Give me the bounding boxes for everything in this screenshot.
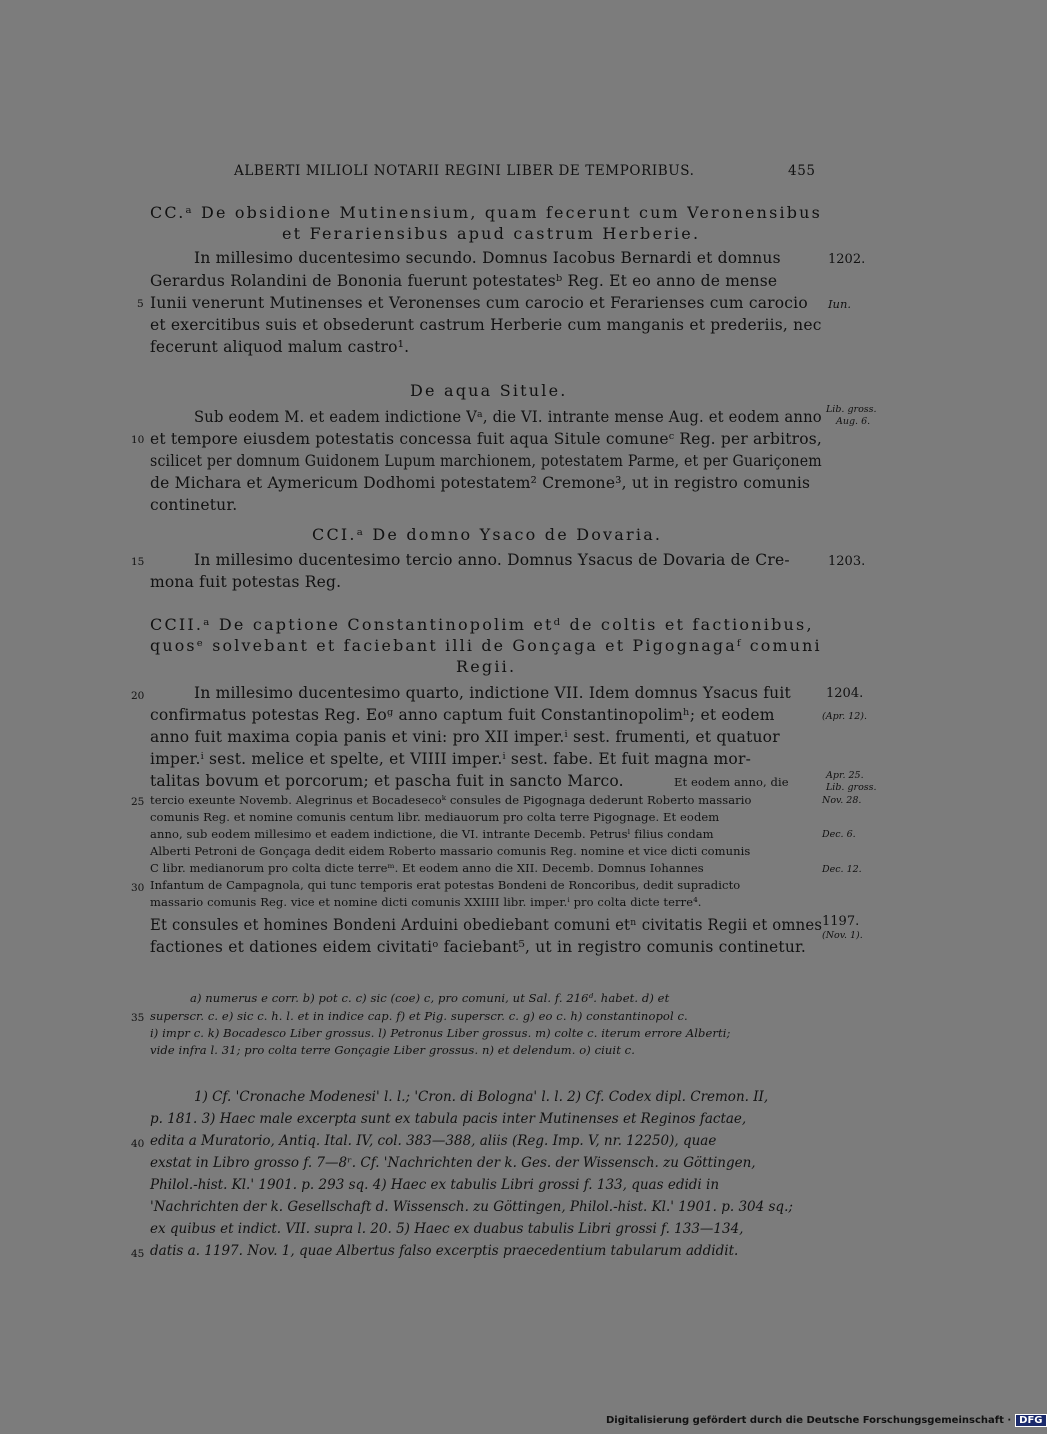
footnote-line: exstat in Libro grosso f. 7—8ʳ. Cf. 'Nachrichten der k. Ges. der Wissensch. zu Göttingen,	[150, 1155, 756, 1171]
margin-year: 1203.	[828, 554, 866, 569]
text-line: et tempore eiusdem potestatis concessa fuit aqua Situle comuneᶜ Reg. per arbitros,	[150, 430, 822, 448]
margin-source-text: Lib. gross.	[826, 782, 877, 793]
text-line: anno fuit maxima copia panis et vini: pro XII imper.ⁱ sest. frumenti, et quatuor	[150, 728, 780, 746]
footnote-line: ex quibus et indict. VII. supra l. 20. 5) Haec ex duabus tabulis Libri grossi f. 133—134,	[150, 1221, 744, 1237]
apparatus-line: superscr. c. e) sic c. h. l. et in indice cap. f) et Pig. superscr. c. g) eo c. h) constantinopol c.	[150, 1009, 688, 1023]
margin-year: 1204.	[826, 686, 864, 701]
margin-date	[822, 829, 856, 840]
margin-date	[828, 297, 851, 311]
text-line-small: massario comunis Reg. vice et nomine dicti comunis XXIIII libr. imper.ⁱ pro colta dicte terre⁴.	[150, 895, 702, 909]
margin-source-text: Lib. gross.	[826, 404, 877, 415]
footnote-line: 1) Cf. 'Cronache Modenesi' l. l.; 'Cron. di Bologna' l. l. 2) Cf. Codex dipl. Cremon. II,	[194, 1089, 769, 1105]
section-heading: CCII.ᵃ De captione Constantinopolim etᵈ de coltis et factionibus,	[150, 615, 814, 634]
section-heading: Regii.	[456, 657, 517, 676]
line-number: 40	[131, 1138, 145, 1150]
footnote-line: Philol.-hist. Kl.' 1901. p. 293 sq. 4) Haec ex tabulis Libri grossi f. 133, quas edidi in	[150, 1177, 720, 1193]
text-line: In millesimo ducentesimo tercio anno. Domnus Ysacus de Dovaria de Cre-	[194, 551, 790, 569]
dfg-logo: DFG	[1015, 1414, 1046, 1427]
margin-year: 1197.	[822, 914, 860, 929]
apparatus-line: vide infra l. 31; pro colta terre Gonçagie Liber grossus. n) et delendum. o) ciuit c.	[150, 1043, 635, 1057]
text-line: scilicet per domnum Guidonem Lupum marchionem, potestatem Parme, et per Guariçonem	[150, 452, 822, 470]
margin-year: 1202.	[828, 252, 866, 267]
line-number: 45	[131, 1248, 145, 1260]
text-line-small: comunis Reg. et nomine comunis centum libr. mediauorum pro colta terre Pigognage. Et eodem	[150, 810, 720, 824]
text-line: Gerardus Rolandini de Bononia fuerunt potestatesᵇ Reg. Et eo anno de mense	[150, 272, 778, 290]
text-line-small: anno, sub eodem millesimo et eadem indictione, die VI. intrante Decemb. Petrusˡ filius condam	[150, 827, 714, 841]
footnote-line: p. 181. 3) Haec male excerpta sunt ex tabula pacis inter Mutinenses et Reginos factae,	[150, 1111, 747, 1127]
margin-date-text: Dec. 12.	[822, 864, 862, 875]
digitization-credit	[606, 1414, 1047, 1427]
section-heading: et Ferariensibus apud castrum Herberie.	[282, 224, 701, 243]
text-line: factiones et dationes eidem civitatiᵒ faciebant⁵, ut in registro comunis continetur.	[150, 938, 807, 956]
section-heading: CC.ᵃ De obsidione Mutinensium, quam fecerunt cum Veronensibus	[150, 203, 822, 222]
margin-date	[836, 416, 870, 427]
line-number: 5	[137, 298, 144, 310]
margin-date	[822, 930, 863, 941]
text-line: talitas bovum et porcorum; et pascha fuit in sancto Marco.	[150, 772, 624, 790]
text-line: et exercitibus suis et obsederunt castrum Herberie cum manganis et prederiis, nec	[150, 316, 822, 334]
margin-date-text: Iun.	[828, 297, 852, 311]
margin-source	[826, 404, 877, 415]
text-line-small: Infantum de Campagnola, qui tunc temporis erat potestas Bondeni de Roncoribus, dedit supradicto	[150, 878, 741, 892]
line-number: 35	[131, 1012, 145, 1024]
text-line: Sub eodem M. et eadem indictione Vᵃ, die VI. intrante mense Aug. et eodem anno	[194, 408, 822, 426]
section-heading: quosᵉ solvebant et faciebant illi de Gonçaga et Pigognagaᶠ comuni	[150, 636, 822, 655]
text-line: de Michara et Aymericum Dodhomi potestatem² Cremone³, ut in registro comunis	[150, 474, 811, 492]
text-line: Iunii venerunt Mutinenses et Veronenses cum carocio et Ferarienses cum carocio	[150, 294, 808, 312]
margin-date-text: (Nov. 1).	[822, 930, 863, 941]
footnote-line: 'Nachrichten der k. Gesellschaft d. Wissensch. zu Göttingen, Philol.-hist. Kl.' 1901. p. 304 sq.;	[150, 1199, 793, 1215]
text-line-small: Alberti Petroni de Gonçaga dedit eidem Roberto massario comunis Reg. nomine et vice dicti comunis	[150, 844, 751, 858]
apparatus-line: a) numerus e corr. b) pot c. c) sic (coe) c, pro comuni, ut Sal. f. 216ᵈ. habet. d) et	[190, 991, 670, 1005]
text-line-small: tercio exeunte Novemb. Alegrinus et Bocadesecoᵏ consules de Pigognaga dederunt Roberto massario	[150, 793, 752, 807]
text-line: mona fuit potestas Reg.	[150, 573, 342, 591]
text-line-small: C libr. medianorum pro colta dicte terreᵐ. Et eodem anno die XII. Decemb. Domnus Iohannes	[150, 861, 704, 875]
line-number: 25	[131, 796, 145, 808]
text-line-small: Et eodem anno, die	[674, 775, 789, 789]
section-heading: CCI.ᵃ De domno Ysaco de Dovaria.	[312, 525, 663, 544]
margin-date	[822, 864, 862, 875]
margin-date-text: Apr. 25.	[826, 770, 864, 781]
apparatus-line: i) impr c. k) Bocadesco Liber grossus. l) Petronus Liber grossus. m) colte c. iterum errore Alberti;	[150, 1026, 731, 1040]
line-number: 10	[131, 434, 145, 446]
page-number: 455	[788, 163, 816, 179]
line-number: 20	[131, 690, 145, 702]
margin-date-text: Dec. 6.	[822, 829, 856, 840]
text-line: Et consules et homines Bondeni Arduini obediebant comuni etⁿ civitatis Regii et omnes	[150, 916, 823, 934]
margin-date-text: Aug. 6.	[836, 416, 871, 427]
footnote-line: datis a. 1197. Nov. 1, quae Albertus falso excerptis praecedentium tabularum addidit.	[150, 1243, 739, 1259]
line-number: 15	[131, 556, 145, 568]
text-line: confirmatus potestas Reg. Eoᵍ anno captum fuit Constantinopolimʰ; et eodem	[150, 706, 775, 724]
margin-date	[822, 795, 861, 806]
credit-text: Digitalisierung gefördert durch die Deutsche Forschungsgemeinschaft ·	[606, 1415, 1012, 1426]
text-line: imper.ⁱ sest. melice et spelte, et VIIII imper.ⁱ sest. fabe. Et fuit magna mor-	[150, 750, 752, 768]
text-line: In millesimo ducentesimo secundo. Domnus Iacobus Bernardi et domnus	[194, 249, 781, 267]
text-line: continetur.	[150, 496, 238, 514]
line-number: 30	[131, 882, 145, 894]
footnote-line: edita a Muratorio, Antiq. Ital. IV, col. 383—388, aliis (Reg. Imp. V, nr. 12250), quae	[150, 1133, 717, 1149]
margin-date	[826, 770, 864, 781]
margin-date-text: Nov. 28.	[822, 795, 862, 806]
running-title: ALBERTI MILIOLI NOTARII REGINI LIBER DE TEMPORIBUS.	[234, 163, 695, 179]
section-heading: De aqua Situle.	[410, 381, 568, 400]
text-line: In millesimo ducentesimo quarto, indictione VII. Idem domnus Ysacus fuit	[194, 684, 791, 702]
margin-date	[822, 711, 867, 722]
margin-source	[826, 782, 877, 793]
text-line: fecerunt aliquod malum castro¹.	[150, 338, 410, 356]
margin-date-text: (Apr. 12).	[822, 711, 867, 722]
